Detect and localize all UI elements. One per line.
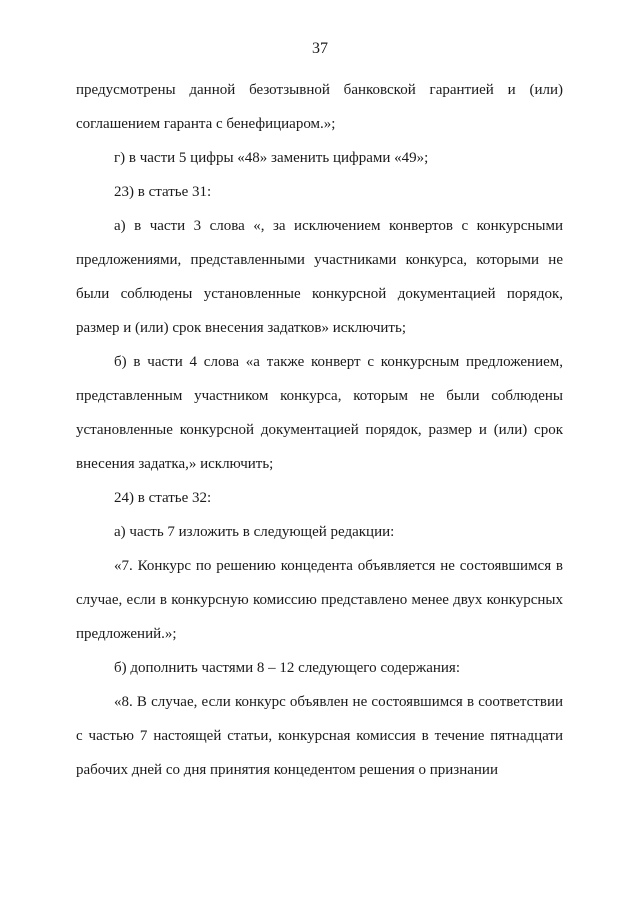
paragraph-item-24a: а) часть 7 изложить в следующей редакции: <box>114 524 395 540</box>
page-number: 37 <box>312 40 328 57</box>
paragraph-part-8: «8. В случае, если конкурс объявлен не состоявшимся в соответствии с частью 7 настоящей статьи, конкурсная комиссия в течение пятнадцати рабочих дней со дня принятия концедентом решения о признании <box>76 694 563 778</box>
paragraph-continuation: предусмотрены данной безотзывной банковской гарантией и (или) соглашением гаранта с бенефициаром.»; <box>76 82 563 132</box>
paragraph-item-g: г) в части 5 цифры «48» заменить цифрами «49»; <box>114 150 429 166</box>
paragraph-item-24: 24) в статье 32: <box>114 490 212 506</box>
paragraph-item-24b: б) дополнить частями 8 – 12 следующего содержания: <box>114 660 460 676</box>
paragraph-item-23b: б) в части 4 слова «а также конверт с конкурсным предложением, представленным участником конкурса, которым не были соблюдены установленные конкурсной документацией порядок, размер и (или) срок внесения задатка,» исключить; <box>76 354 563 472</box>
paragraph-item-23a: а) в части 3 слова «, за исключением конвертов с конкурсными предложениями, представленными участниками конкурса, которыми не были соблюдены установленные конкурсной документацией порядок, размер и (или) срок внесения задатков» исключить; <box>76 218 563 336</box>
document-body <box>76 73 563 787</box>
paragraph-part-7: «7. Конкурс по решению концедента объявляется не состоявшимся в случае, если в конкурсную комиссию представлено менее двух конкурсных предложений.»; <box>76 558 563 642</box>
paragraph-item-23: 23) в статье 31: <box>114 184 212 200</box>
